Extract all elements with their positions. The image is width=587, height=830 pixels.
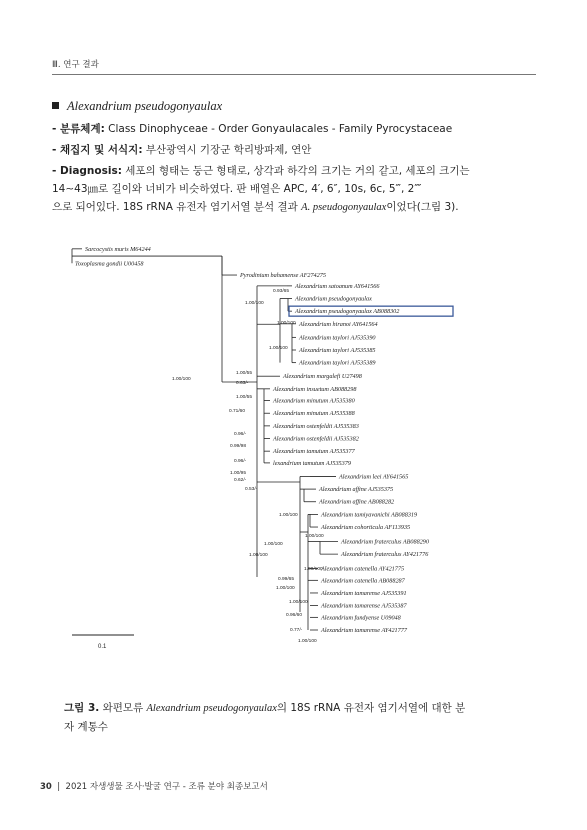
running-header: Ⅲ. 연구 결과 xyxy=(52,60,99,70)
tree-taxon-label: Alexandrium taylori AJ535389 xyxy=(299,359,376,367)
tree-support-value: 0.96/- xyxy=(234,432,247,437)
tree-taxon-label: Alexandrium satoanum AY641566 xyxy=(295,282,380,290)
tree-taxon-label: Toxoplasma gondii U00458 xyxy=(75,260,144,268)
tree-support-value: 1.00/100 xyxy=(249,553,268,558)
taxonomy-label: - 분류체계: xyxy=(52,123,105,135)
tree-support-value: 1.00/100 xyxy=(304,567,323,572)
locality-line xyxy=(52,143,311,158)
tree-support-value: 1.00/100 xyxy=(172,377,191,382)
tree-taxon-label: Alexandrium ostenfeldii AJ535383 xyxy=(273,422,359,430)
tree-support-value: 1.00/100 xyxy=(276,586,295,591)
tree-support-value: 0.99/98 xyxy=(230,444,247,449)
tree-taxon-label: Alexandrium fraterculus AY421776 xyxy=(341,551,429,559)
diagnosis-text-1: 세포의 형태는 둥근 형태로, 상각과 하각의 크기는 거의 같고, 세포의 크기는 xyxy=(125,165,470,177)
tree-taxon-label: Alexandrium taylori AJ535385 xyxy=(299,347,376,354)
caption-pre: 와편모류 xyxy=(102,702,144,714)
tree-taxon-label: Alexandrium minutum AJ535380 xyxy=(273,397,355,405)
tree-taxon-label: Alexandrium tamarense AY421777 xyxy=(321,627,407,634)
diagnosis-line-3 xyxy=(52,200,459,215)
tree-support-value: 0.77/- xyxy=(290,628,303,633)
diagnosis-text-3b: 이었다(그림 3). xyxy=(386,201,459,213)
species-title: Alexandrium pseudogonyaulax xyxy=(67,99,223,113)
tree-taxon-label: Alexandrium fundyense U09048 xyxy=(321,614,401,622)
footer-separator: | xyxy=(57,782,61,792)
tree-support-value: 1.00/95 xyxy=(230,471,247,476)
tree-support-value: 1.00/100 xyxy=(277,321,296,326)
tree-support-value: 1.00/100 xyxy=(279,513,298,518)
tree-support-value: 0.62/- xyxy=(234,478,247,483)
tree-taxon-label: Alexandrium insuetum AB088298 xyxy=(273,385,357,393)
page-number: 30 xyxy=(40,782,52,792)
caption-post-1: 의 18S rRNA 유전자 염기서열에 대한 분 xyxy=(276,702,466,714)
tree-support-value: 0.71/60 xyxy=(229,409,246,414)
tree-support-value: 1.00/100 xyxy=(245,301,264,306)
tree-taxon-label: Alexandrium taylori AJ535390 xyxy=(299,334,376,342)
locality-label: - 채집지 및 서식지: xyxy=(52,144,143,156)
tree-taxon-label: Alexandrium tamarense AJ535391 xyxy=(321,589,407,597)
tree-taxon-label: lexandrium tamutum AJ535379 xyxy=(273,459,351,467)
bullet-square-icon xyxy=(52,102,59,109)
tree-taxon-label: Alexandrium tamarense AJ535387 xyxy=(321,602,407,610)
tree-support-value: 0.53/- xyxy=(245,487,258,492)
tree-taxon-label: Alexandrium tamutum AJ535377 xyxy=(273,448,355,456)
tree-support-value: 0.93/65 xyxy=(273,289,290,294)
taxonomy-line xyxy=(52,122,452,137)
tree-taxon-label: Sarcocystis muris M64244 xyxy=(85,245,151,253)
tree-taxon-label: Alexandrium pseudogonyaulax xyxy=(295,295,372,303)
tree-support-value: 1.00/100 xyxy=(305,534,324,539)
tree-taxon-label: Alexandrium affine AJ535375 xyxy=(319,486,394,494)
diagnosis-line-1 xyxy=(52,164,470,179)
caption-post-2: 자 계통수 xyxy=(64,721,108,733)
caption-label: 그림 3. xyxy=(64,702,100,714)
tree-taxon-label: Alexandrium pseudogonyaulax AB088302 xyxy=(295,308,400,316)
tree-support-value: 1.00/100 xyxy=(289,600,308,605)
species-heading xyxy=(52,99,222,114)
tree-support-value: 1.00/55 xyxy=(236,395,253,400)
tree-taxon-label: Pyrodinium bahamense AF274275 xyxy=(240,272,326,280)
tree-taxon-label: Alexandrium cohorticula AF113935 xyxy=(321,524,411,532)
scale-label: 0.1 xyxy=(98,644,107,650)
tree-support-value: 1.00/100 xyxy=(269,346,288,351)
diagnosis-line-2: 14∼43㎛로 길이와 너비가 비슷하였다. 판 배열은 APC, 4′, 6″, 10s, 6c, 5‴, 2⁗ xyxy=(52,183,422,195)
diagnosis-text-3a: 으로 되어있다. 18S rRNA 유전자 염기서열 분석 결과 xyxy=(52,201,298,213)
tree-support-value: 1.00/100 xyxy=(264,542,283,547)
taxonomy-value: Class Dinophyceae - Order Gonyaulacales - Family Pyrocystaceae xyxy=(108,123,453,135)
footer-title: 2021 자생생물 조사·발굴 연구 - 조류 분야 최종보고서 xyxy=(65,782,268,792)
tree-support-value: 0.96/60 xyxy=(286,613,303,618)
diagnosis-label: - Diagnosis: xyxy=(52,165,122,177)
tree-support-value: 0.99/65 xyxy=(278,577,295,582)
tree-taxon-label: Alexandrium ostenfeldii AJ535382 xyxy=(273,435,359,443)
figure-caption xyxy=(64,699,534,737)
tree-support-value: 0.63/- xyxy=(236,381,249,386)
tree-taxon-label: Alexandrium minutum AJ535388 xyxy=(273,410,355,418)
tree-taxon-label: Alexandrium tamiyavanichi AB088319 xyxy=(321,511,418,519)
tree-support-value: 1.00/55 xyxy=(236,371,253,376)
caption-species: Alexandrium pseudogonyaulax xyxy=(146,703,277,714)
tree-taxon-label: Alexandrium catenella AB088287 xyxy=(321,577,405,585)
tree-taxon-label: Alexandrium catenella AY421775 xyxy=(321,565,405,573)
tree-support-value: 0.96/- xyxy=(234,459,247,464)
tree-taxon-label: Alexandrium hiranoi AY641564 xyxy=(299,320,378,328)
locality-value: 부산광역시 기장군 학리방파제, 연안 xyxy=(145,144,312,156)
page-footer xyxy=(40,780,268,792)
header-rule xyxy=(52,74,536,75)
tree-taxon-label: Alexandrium margalefi U27498 xyxy=(283,373,362,381)
tree-taxon-label: Alexandrium leei AY641565 xyxy=(339,473,409,481)
tree-taxon-label: Alexandrium affine AB088282 xyxy=(319,498,395,506)
tree-taxon-label: Alexandrium fraterculus AB088290 xyxy=(341,538,429,546)
diagnosis-species: A. pseudogonyaulax xyxy=(301,202,387,213)
tree-support-value: 1.00/100 xyxy=(298,639,317,644)
phylogenetic-tree xyxy=(52,232,486,662)
